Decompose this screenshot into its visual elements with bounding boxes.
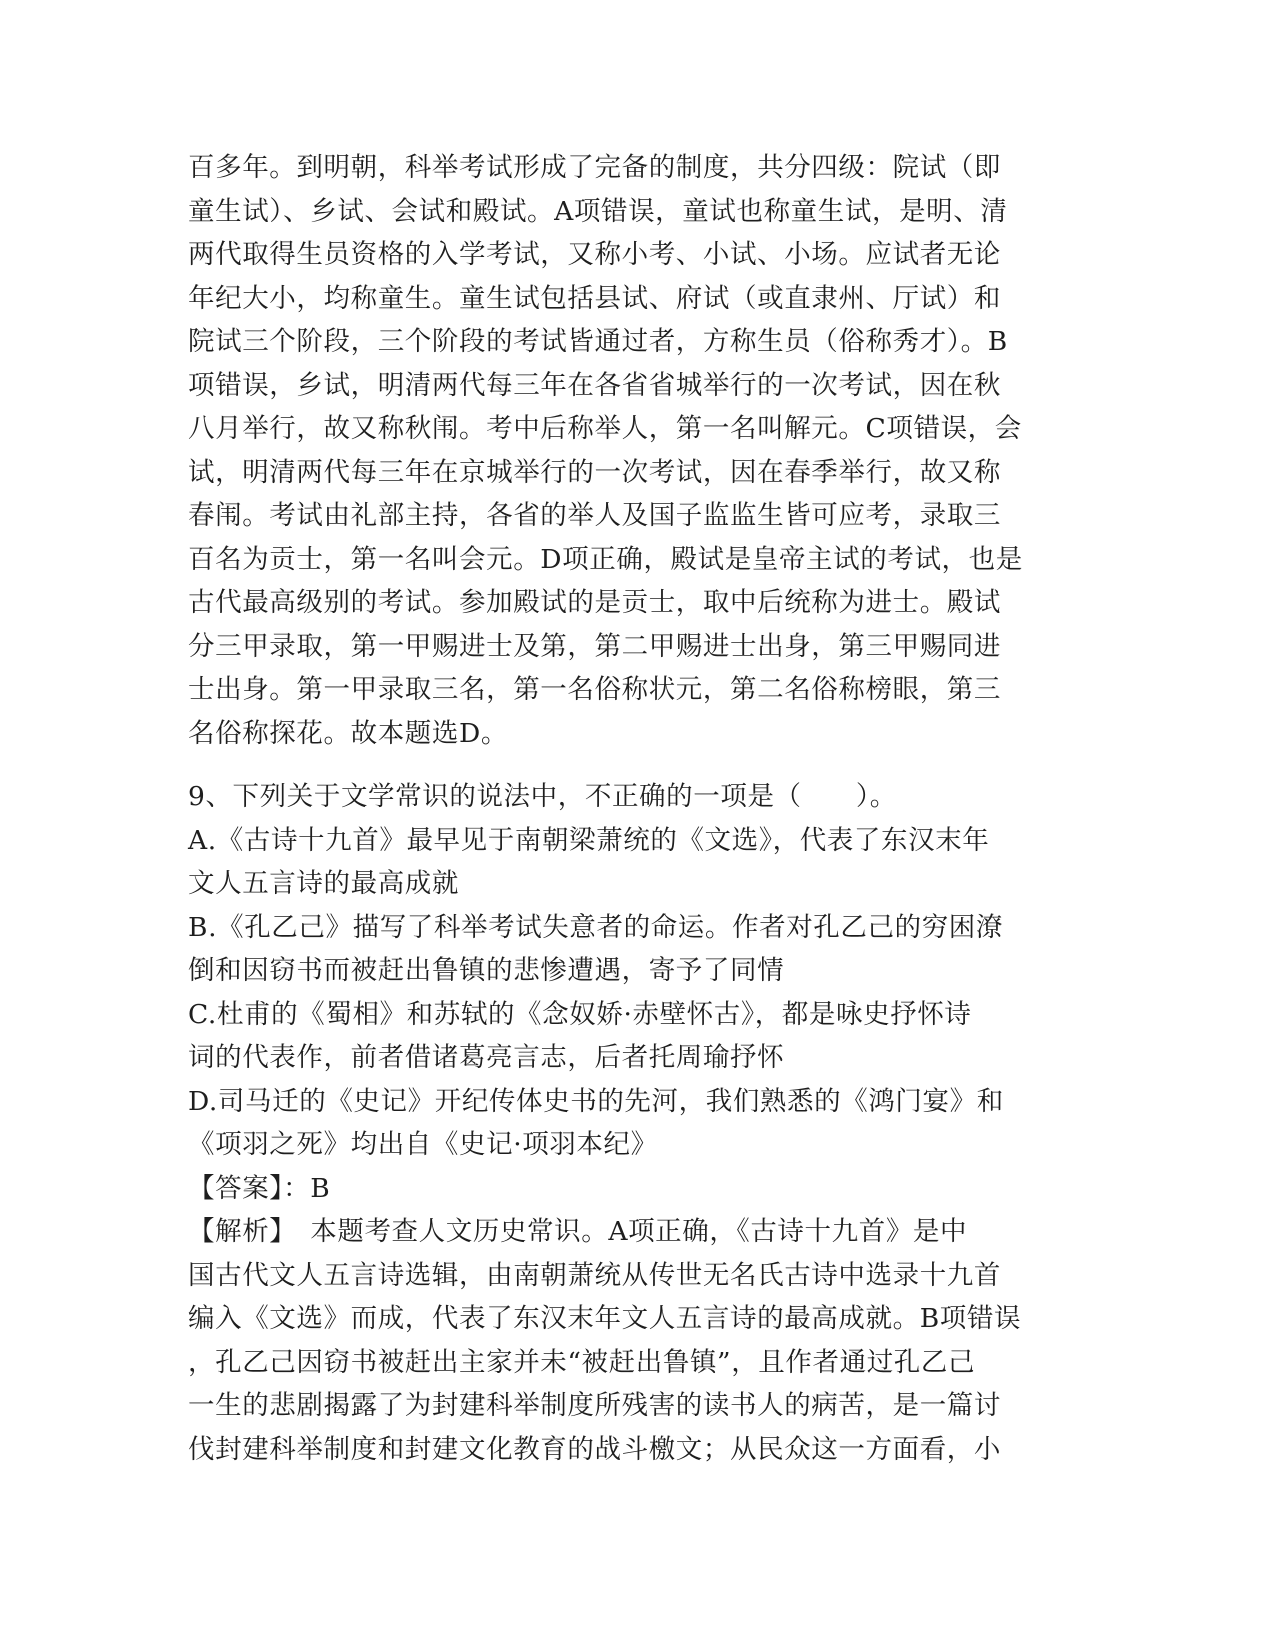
analysis-line: 伐封建科举制度和封建文化教育的战斗檄文；从民众这一方面看，小 [188,1433,1001,1465]
analysis-line: 一生的悲剧揭露了为封建科举制度所残害的读书人的病苦，是一篇讨 [188,1390,1001,1421]
option-a [188,819,1078,906]
option-line: B.《孔乙己》描写了科举考试失意者的命运。作者对孔乙己的穷困潦 [188,911,1003,943]
option-line: 《项羽之死》均出自《史记·项羽本纪》 [188,1129,658,1160]
text-line: 试，明清两代每三年在京城举行的一次考试，因在春季举行，故又称 [188,456,1001,488]
text-line: 春闱。考试由礼部主持，各省的举人及国子监监生皆可应考，录取三 [188,500,1001,531]
document-page [188,146,1078,1471]
option-line: D.司马迁的《史记》开纪传体史书的先河，我们熟悉的《鸿门宴》和 [188,1085,1004,1117]
option-d [188,1080,1078,1167]
text-line: 项错误，乡试，明清两代每三年在各省省城举行的一次考试，因在秋 [188,369,1001,401]
text-line: 分三甲录取，第一甲赐进士及第，第二甲赐进士出身，第三甲赐同进 [188,630,1001,662]
paragraph-gap [188,755,1078,775]
text-line: 名俗称探花。故本题选D。 [188,717,508,749]
question-stem: 9、下列关于文学常识的说法中，不正确的一项是（ ）。 [188,781,897,812]
analysis [188,1210,1078,1471]
analysis-line: 编入《文选》而成，代表了东汉末年文人五言诗的最高成就。B项错误 [188,1303,1022,1334]
text-line: 年纪大小，均称童生。童生试包括县试、府试（或直隶州、厅试）和 [188,282,1001,314]
answer-line: 【答案】：B [188,1172,331,1204]
option-line: 文人五言诗的最高成就 [188,868,459,899]
option-line: 词的代表作，前者借诸葛亮言志，后者托周瑜抒怀 [188,1042,785,1073]
text-line: 童生试）、乡试、会试和殿试。A项错误，童试也称童生试，是明、清 [188,195,1008,227]
question-9 [188,775,1078,1471]
option-c [188,993,1078,1080]
analysis-line: 【解析】 本题考查人文历史常识。A项正确，《古诗十九首》是中 [188,1216,968,1247]
analysis-line: 国古代文人五言诗选辑，由南朝萧统从传世无名氏古诗中选录十九首 [188,1259,1001,1291]
text-line: 士出身。第一甲录取三名，第一名俗称状元，第二名俗称榜眼，第三 [188,674,1001,705]
text-line: 两代取得生员资格的入学考试，又称小考、小试、小场。应试者无论 [188,239,1001,270]
option-line: A.《古诗十九首》最早见于南朝梁萧统的《文选》，代表了东汉末年 [188,824,990,856]
text-line: 百多年。到明朝，科举考试形成了完备的制度，共分四级：院试（即 [188,152,1001,183]
option-line: C.杜甫的《蜀相》和苏轼的《念奴娇·赤壁怀古》，都是咏史抒怀诗 [188,998,972,1030]
text-line: 院试三个阶段，三个阶段的考试皆通过者，方称生员（俗称秀才）。B [188,326,1008,357]
option-line: 倒和因窃书而被赶出鲁镇的悲惨遭遇，寄予了同情 [188,955,785,986]
text-line: 八月举行，故又称秋闱。考中后称举人，第一名叫解元。C项错误，会 [188,413,1022,444]
option-b [188,906,1078,993]
text-line: 古代最高级别的考试。参加殿试的是贡士，取中后统称为进士。殿试 [188,587,1001,618]
analysis-line: ，孔乙己因窃书被赶出主家并未“被赶出鲁镇”，且作者通过孔乙己 [188,1346,976,1378]
explanation-continued [188,146,1078,755]
text-line: 百名为贡士，第一名叫会元。D项正确，殿试是皇帝主试的考试，也是 [188,543,1023,575]
